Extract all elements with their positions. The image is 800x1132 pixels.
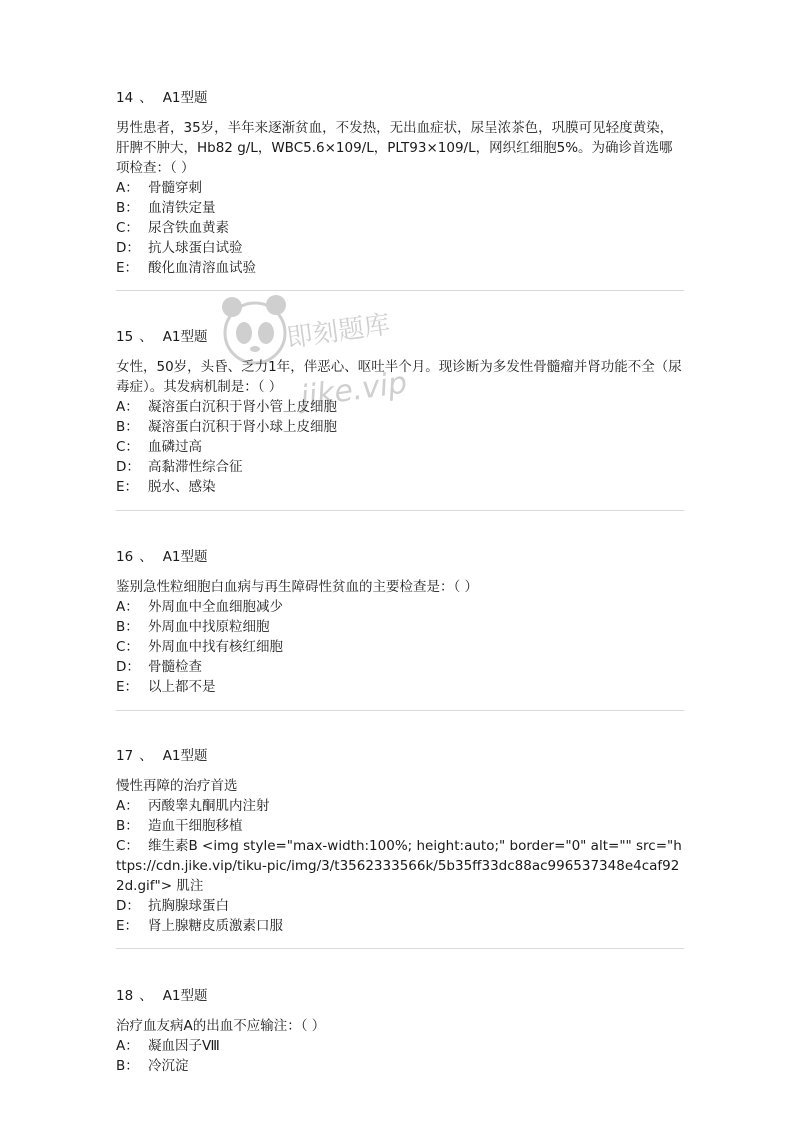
option-key: E：: [116, 918, 139, 934]
question-header: [116, 746, 686, 766]
question-16: [116, 547, 686, 697]
option-text: 造血干细胞移植: [148, 818, 243, 834]
option-c: [116, 836, 686, 896]
option-key: A：: [116, 399, 139, 415]
option-a: [116, 597, 686, 617]
option-a: [116, 1036, 686, 1056]
option-text: 酸化血清溶血试验: [148, 260, 256, 276]
option-text: 以上都不是: [148, 679, 216, 695]
option-key: E：: [116, 679, 139, 695]
option-key: A：: [116, 1038, 139, 1054]
option-b: [116, 417, 686, 437]
question-stem: 治疗血友病A的出血不应输注：（ ）: [116, 1018, 326, 1034]
question-separator: 、: [139, 549, 153, 565]
option-e: [116, 677, 686, 697]
option-key: C：: [116, 439, 139, 455]
option-b: [116, 816, 686, 836]
option-a: [116, 397, 686, 417]
option-key: D：: [116, 898, 140, 914]
question-stem: 女性，50岁，头昏、乏力1年，伴恶心、呕吐半个月。现诊断为多发性骨髓瘤并肾功能不全（尿毒症）。其发病机制是：（ ）: [116, 359, 682, 395]
option-key: C：: [116, 220, 139, 236]
option-c: [116, 637, 686, 657]
option-e: [116, 477, 686, 497]
question-type: A1型题: [162, 90, 208, 106]
question-type: A1型题: [162, 329, 208, 345]
option-e: [116, 916, 686, 936]
option-text: 凝血因子Ⅷ: [148, 1038, 220, 1054]
option-text: 维生素B <img style="max-width:100%; height:auto;" border="0" alt="" src="https://cdn.jike.vip/tiku-pic/img/3/t3562333566k/5b35ff33dc88ac996537348e4caf922d.gif"> 肌注: [116, 838, 682, 894]
option-key: A：: [116, 798, 139, 814]
question-number: 16: [116, 549, 134, 565]
option-text: 高黏滞性综合征: [148, 459, 243, 475]
option-d: [116, 657, 686, 677]
question-17: [116, 746, 686, 936]
watermark-en: jike.vip: [298, 365, 410, 415]
option-key: D：: [116, 240, 140, 256]
watermark-cn: 即刻题库: [284, 309, 392, 354]
question-18: [116, 986, 686, 1076]
option-b: [116, 1056, 686, 1076]
question-15: [116, 327, 686, 497]
option-d: [116, 238, 686, 258]
option-text: 肾上腺糖皮质激素口服: [148, 918, 283, 934]
question-type: A1型题: [162, 748, 208, 764]
option-d: [116, 896, 686, 916]
option-key: E：: [116, 260, 139, 276]
option-key: D：: [116, 459, 140, 475]
question-header: [116, 547, 686, 567]
option-text: 抗胸腺球蛋白: [148, 898, 229, 914]
question-number: 15: [116, 329, 134, 345]
option-text: 脱水、感染: [148, 479, 216, 495]
divider: [116, 948, 684, 949]
question-number: 18: [116, 988, 134, 1004]
option-key: E：: [116, 479, 139, 495]
question-type: A1型题: [162, 988, 208, 1004]
question-stem: 鉴别急性粒细胞白血病与再生障碍性贫血的主要检查是：（ ）: [116, 579, 479, 595]
option-key: B：: [116, 200, 139, 216]
option-b: [116, 198, 686, 218]
divider: [116, 710, 684, 711]
option-text: 尿含铁血黄素: [148, 220, 229, 236]
question-number: 17: [116, 748, 134, 764]
option-c: [116, 218, 686, 238]
option-key: B：: [116, 1058, 139, 1074]
divider: [116, 510, 684, 511]
option-text: 抗人球蛋白试验: [148, 240, 243, 256]
divider: [116, 290, 684, 291]
option-e: [116, 258, 686, 278]
question-stem: 男性患者，35岁，半年来逐渐贫血，不发热，无出血症状，尿呈浓茶色，巩膜可见轻度黄染，肝脾不肿大，Hb82 g/L，WBC5.6×109/L，PLT93×109/L，网织红细胞5%。为确诊首选哪项检查：（ ）: [116, 120, 674, 176]
option-text: 骨髓检查: [148, 659, 202, 675]
option-text: 外周血中全血细胞减少: [148, 599, 283, 615]
option-key: D：: [116, 659, 140, 675]
option-text: 骨髓穿刺: [148, 180, 202, 196]
question-header: [116, 986, 686, 1006]
question-14: [116, 88, 686, 278]
question-header: [116, 327, 686, 347]
option-key: C：: [116, 639, 139, 655]
question-separator: 、: [139, 90, 153, 106]
question-stem: 慢性再障的治疗首选: [116, 778, 238, 794]
option-text: 凝溶蛋白沉积于肾小球上皮细胞: [148, 419, 337, 435]
question-number: 14: [116, 90, 134, 106]
option-key: B：: [116, 419, 139, 435]
option-key: A：: [116, 180, 139, 196]
option-a: [116, 178, 686, 198]
option-key: A：: [116, 599, 139, 615]
option-d: [116, 457, 686, 477]
option-text: 外周血中找原粒细胞: [148, 619, 270, 635]
option-text: 冷沉淀: [148, 1058, 189, 1074]
question-separator: 、: [139, 748, 153, 764]
option-a: [116, 796, 686, 816]
question-header: [116, 88, 686, 108]
question-type: A1型题: [162, 549, 208, 565]
option-b: [116, 617, 686, 637]
question-separator: 、: [139, 329, 153, 345]
option-key: B：: [116, 619, 139, 635]
option-key: C：: [116, 838, 139, 854]
option-text: 血清铁定量: [148, 200, 216, 216]
option-text: 丙酸睾丸酮肌内注射: [148, 798, 270, 814]
option-c: [116, 437, 686, 457]
option-text: 凝溶蛋白沉积于肾小管上皮细胞: [148, 399, 337, 415]
question-separator: 、: [139, 988, 153, 1004]
option-text: 血磷过高: [148, 439, 202, 455]
option-text: 外周血中找有核红细胞: [148, 639, 283, 655]
option-key: B：: [116, 818, 139, 834]
